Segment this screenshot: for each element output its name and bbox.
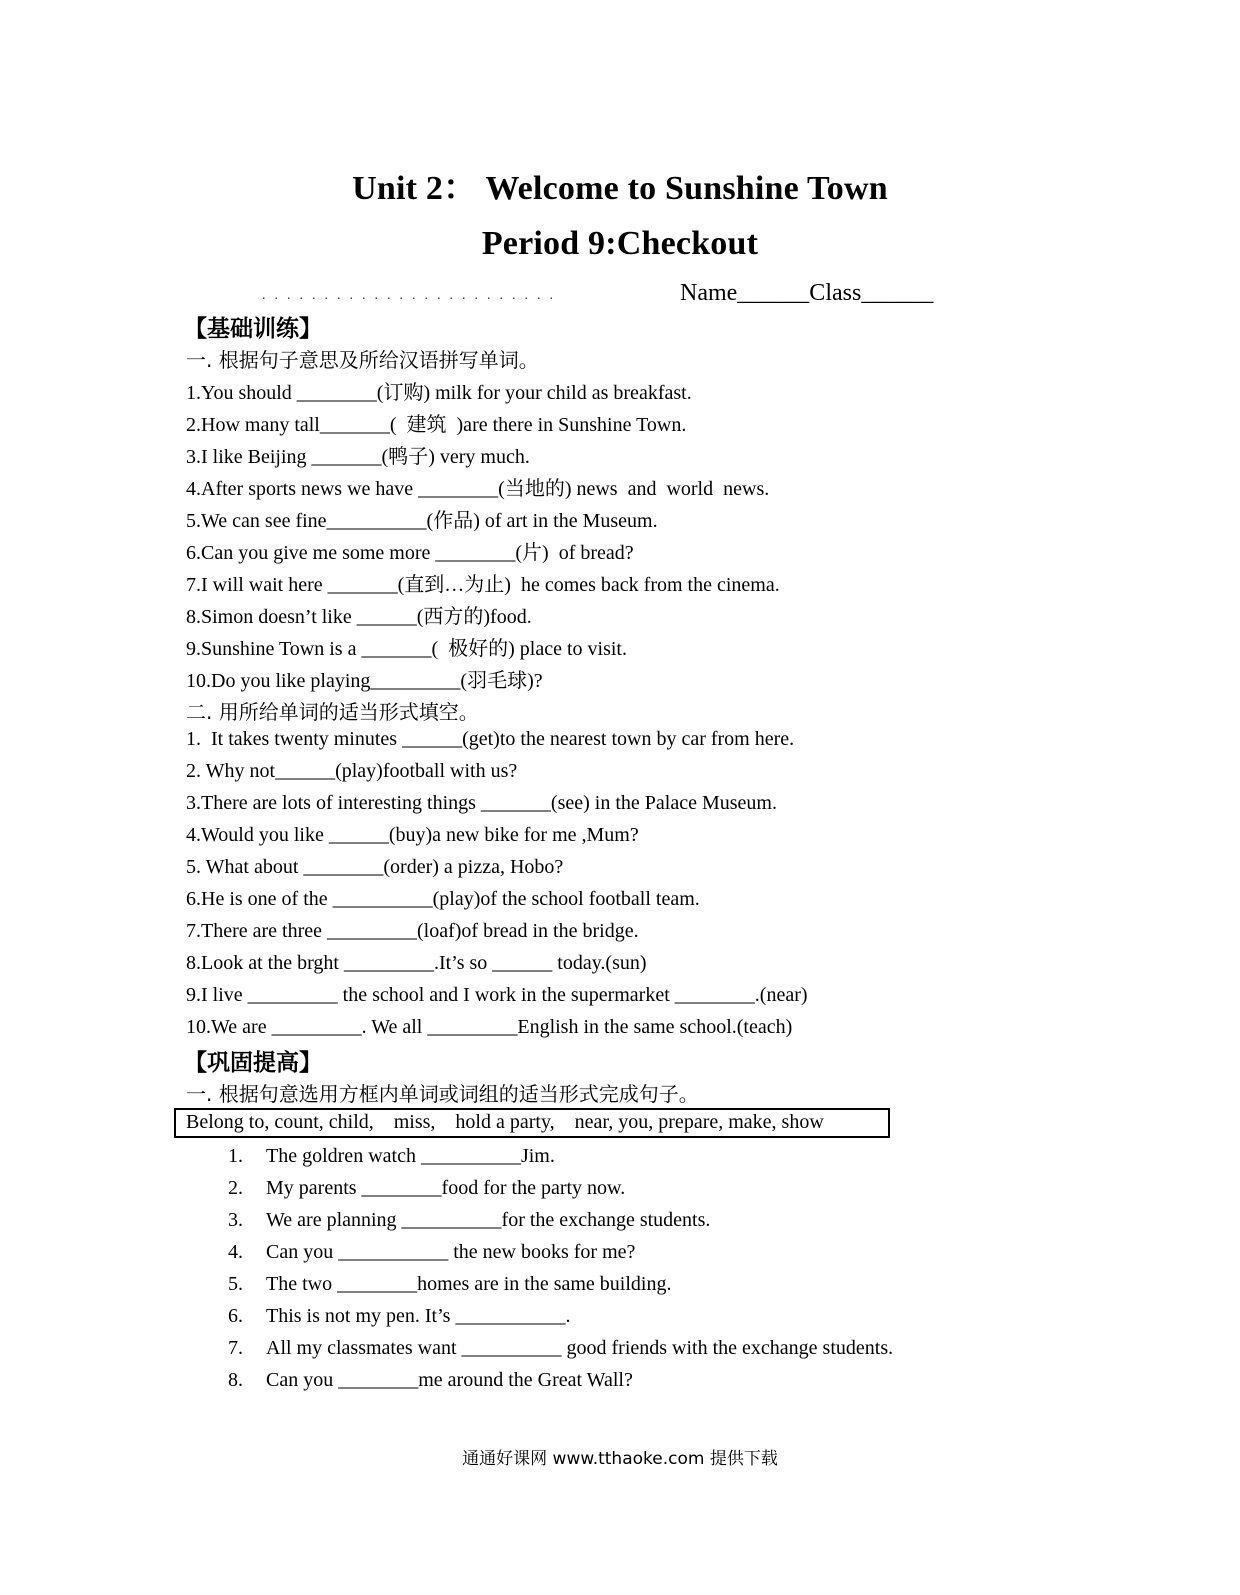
dotted-line: ........................: [262, 288, 562, 303]
list-item: 6.He is one of the __________(play)of the school football team.: [186, 888, 700, 910]
item-number: 8.: [228, 1369, 243, 1391]
item-number: 1.: [228, 1145, 243, 1167]
list-item: 1.You should ________(订购) milk for your child as breakfast.: [186, 382, 692, 404]
list-item: Can you ___________ the new books for me?: [266, 1241, 636, 1263]
part1-instruction: 一. 根据句子意思及所给汉语拼写单词。: [186, 348, 539, 372]
item-number: 4.: [228, 1241, 243, 1263]
list-item: 3.I like Beijing _______(鸭子) very much.: [186, 446, 530, 468]
item-number: 7.: [228, 1337, 243, 1359]
footer-credit: 通通好课网 www.tthaoke.com 提供下载: [462, 1449, 778, 1469]
list-item: 10.Do you like playing_________(羽毛球)?: [186, 670, 543, 692]
list-item: 9.Sunshine Town is a _______( 极好的) place to visit.: [186, 638, 627, 660]
item-number: 5.: [228, 1273, 243, 1295]
list-item: This is not my pen. It’s ___________.: [266, 1305, 571, 1327]
list-item: 2.How many tall_______( 建筑 )are there in Sunshine Town.: [186, 414, 687, 436]
list-item: 9.I live _________ the school and I work in the supermarket ________.(near): [186, 984, 808, 1006]
name-class-field: Name______Class______: [680, 280, 934, 306]
list-item: Can you ________me around the Great Wall?: [266, 1369, 633, 1391]
unit-title: Unit 2： Welcome to Sunshine Town: [352, 170, 888, 207]
part3-instruction: 一. 根据句意选用方框内单词或词组的适当形式完成句子。: [186, 1082, 699, 1106]
period-title: Period 9:Checkout: [481, 225, 759, 262]
list-item: 10.We are _________. We all _________English in the same school.(teach): [186, 1016, 793, 1038]
list-item: We are planning __________for the exchange students.: [266, 1209, 711, 1231]
list-item: 6.Can you give me some more ________(片) of bread?: [186, 542, 634, 564]
list-item: 1. It takes twenty minutes ______(get)to the nearest town by car from here.: [186, 728, 795, 750]
list-item: All my classmates want __________ good friends with the exchange students.: [266, 1337, 894, 1359]
list-item: 4.After sports news we have ________(当地的) news and world news.: [186, 478, 770, 500]
list-item: 7.I will wait here _______(直到…为止) he comes back from the cinema.: [186, 574, 780, 596]
list-item: 8.Simon doesn’t like ______(西方的)food.: [186, 606, 532, 628]
list-item: 5. What about ________(order) a pizza, Hobo?: [186, 856, 564, 878]
list-item: 7.There are three _________(loaf)of bread in the bridge.: [186, 920, 639, 942]
item-number: 6.: [228, 1305, 243, 1327]
list-item: 4.Would you like ______(buy)a new bike for me ,Mum?: [186, 824, 639, 846]
basic-training-heading: 【基础训练】: [184, 316, 322, 342]
item-number: 2.: [228, 1177, 243, 1199]
list-item: 2. Why not______(play)football with us?: [186, 760, 518, 782]
list-item: My parents ________food for the party now.: [266, 1177, 626, 1199]
list-item: The goldren watch __________Jim.: [266, 1145, 555, 1167]
word-box: Belong to, count, child, miss, hold a party, near, you, prepare, make, show: [174, 1108, 890, 1138]
list-item: 5.We can see fine__________(作品) of art in the Museum.: [186, 510, 658, 532]
consolidation-heading: 【巩固提高】: [184, 1050, 322, 1076]
list-item: 3.There are lots of interesting things _______(see) in the Palace Museum.: [186, 792, 777, 814]
part2-instruction: 二. 用所给单词的适当形式填空。: [186, 700, 479, 724]
item-number: 3.: [228, 1209, 243, 1231]
list-item: 8.Look at the brght _________.It’s so ______ today.(sun): [186, 952, 647, 974]
list-item: The two ________homes are in the same building.: [266, 1273, 672, 1295]
